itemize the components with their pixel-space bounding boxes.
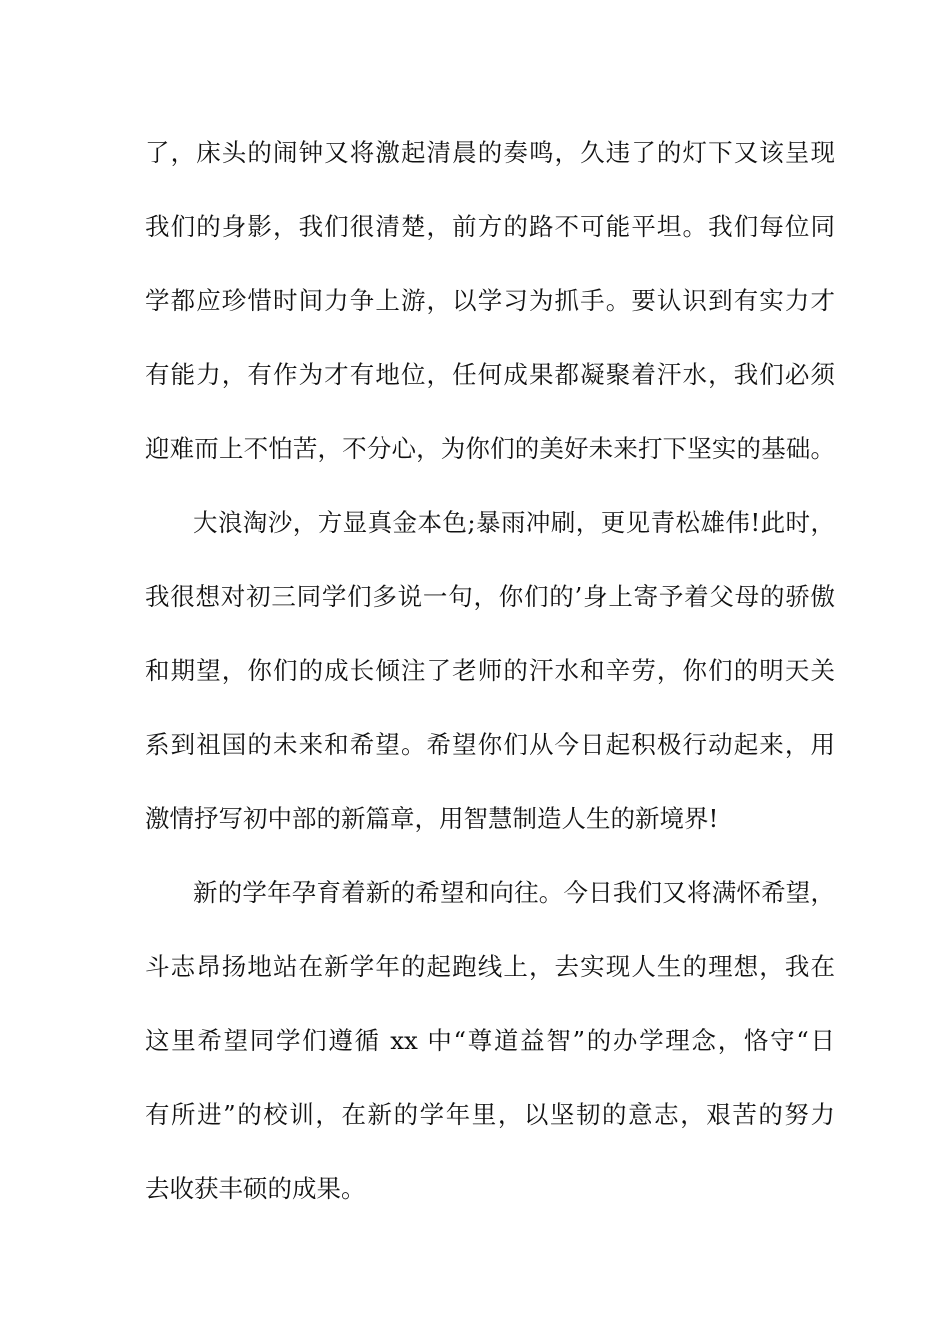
text-line: 学都应珍惜时间力争上游，以学习为抓手。要认识到有实力才 bbox=[145, 286, 835, 315]
text-line: 斗志昂扬地站在新学年的起跑线上，去实现人生的理想，我在 bbox=[145, 952, 835, 981]
text-line: 去收获丰硕的成果。 bbox=[145, 1174, 366, 1203]
text-line: 我很想对初三同学们多说一句，你们的’身上寄予着父母的骄傲 bbox=[145, 582, 835, 611]
text-line: 我们的身影，我们很清楚，前方的路不可能平坦。我们每位同 bbox=[145, 212, 835, 241]
text-line: 系到祖国的未来和希望。希望你们从今日起积极行动起来，用 bbox=[145, 730, 835, 759]
text-line: 这里希望同学们遵循 xx 中“尊道益智”的办学理念，恪守“日 bbox=[145, 1026, 835, 1055]
text-line: 有所进”的校训，在新的学年里，以坚韧的意志，艰苦的努力 bbox=[145, 1100, 835, 1129]
text-line: 有能力，有作为才有地位，任何成果都凝聚着汗水，我们必须 bbox=[145, 360, 835, 389]
text-line: 迎难而上不怕苦，不分心，为你们的美好未来打下坚实的基础。 bbox=[145, 434, 835, 463]
text-line: 了，床头的闹钟又将激起清晨的奏鸣，久违了的灯下又该呈现 bbox=[145, 138, 835, 167]
text-line: 激情抒写初中部的新篇章，用智慧制造人生的新境界! bbox=[145, 804, 719, 833]
paragraph-first-line: 新的学年孕育着新的希望和向往。今日我们又将满怀希望， bbox=[193, 878, 835, 907]
paragraph-first-line: 大浪淘沙，方显真金本色;暴雨冲刷，更见青松雄伟!此时， bbox=[193, 508, 835, 537]
text-line: 和期望，你们的成长倾注了老师的汗水和辛劳，你们的明天关 bbox=[145, 656, 835, 685]
